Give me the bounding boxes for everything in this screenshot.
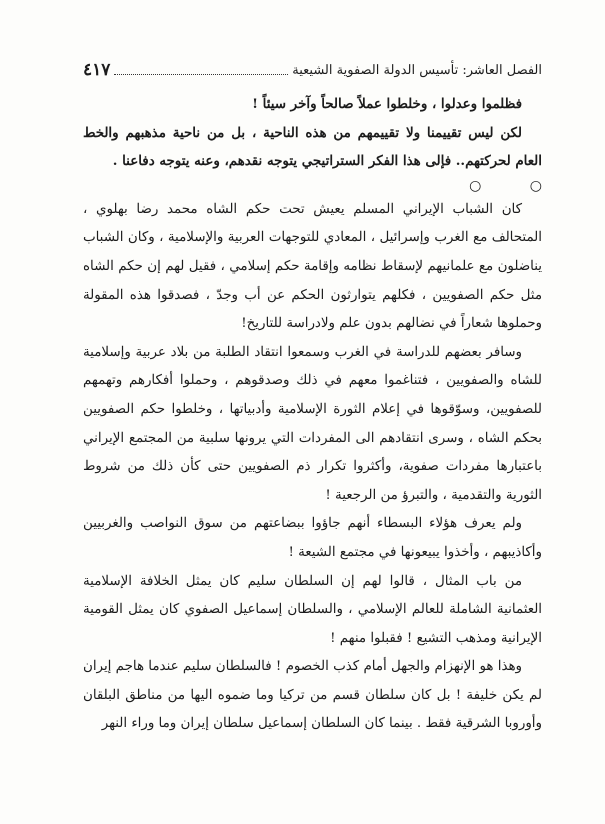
paragraph-line: هذه المقولة وحملوها شعاراً في نضالهم بدون علم ولادراسة للتاريخ! (83, 287, 542, 332)
section-separator: ○ ○ (469, 177, 564, 194)
paragraph-line: ولم يعرف هؤلاء البسطاء أنهم جاؤوا ببضاعتهم من سوق النواصب والغربيين (83, 516, 522, 532)
paragraph-line: للصفويين، وسوّقوها في إعلام الثورة الإسلامية وأدبياتها ، وخلطوا حكم الصفويين (83, 401, 542, 417)
paragraph-line: وسافر بعضهم للدراسة في الغرب وسمعوا انتقاد الطلبة من بلاد عربية وإسلامية (83, 344, 522, 360)
paragraph-line: المتحالف مع الغرب وإسرائيل ، المعادي للتوجهات العربية والإسلامية ، وكان (127, 230, 542, 246)
paragraph-6 (83, 568, 542, 654)
paragraph-4 (83, 339, 542, 511)
paragraph-7 (83, 653, 542, 739)
paragraph-line: بحكم الشاه ، وسرى انتقادهم الى المفردات التي يرونها سلبية من المجتمع الإيراني (83, 430, 542, 446)
paragraph-line: العام لحركتهم.. فإلى هذا الفكر الستراتيجي يتوجه نقدهم، وعنه يتوجه دفاعنا . (112, 153, 542, 170)
paragraph-line: باعتبارها مفردات صفوية، وأكثروا تكرار ذم الصفويين حتى كأن ذلك من شروط (83, 459, 542, 475)
paragraph-line: الثورية والتقدمية ، والتبرؤ من الرجعية ! (325, 487, 542, 503)
running-header (83, 58, 542, 80)
chapter-title: الفصل العاشر: تأسيس الدولة الصفوية الشيعية (292, 63, 542, 78)
header-dot-leader (114, 74, 288, 75)
paragraph-line: للشاه والصفويين ، فتناغموا معهم في ذلك وصدقوهم ، وحملوا أفكارهم وتهمهم (83, 373, 542, 389)
page-number: ٤١٧ (83, 60, 111, 80)
paragraph-line: من باب المثال ، قالوا لهم إن السلطان سليم كان يمثل الخلافة الإسلامية العثمانية (83, 573, 542, 618)
paragraph-line: وأكاذيبهم ، وأخذوا يبيعونها في مجتمع الشيعة ! (288, 544, 542, 560)
paragraph-2 (83, 119, 542, 176)
paragraph-line: كان الشباب الإيراني المسلم يعيش تحت حكم الشاه محمد رضا بهلوي ، (83, 201, 522, 217)
paragraph-line: لم يكن خليفة ! بل كان سلطان قسم من تركيا وما ضموه اليها من مناطق البلقان (83, 687, 542, 703)
paragraph-line: لكن ليس تقييمنا ولا تقييمهم من هذه الناحية ، بل من ناحية مذهبهم والخط (83, 124, 522, 141)
paragraph-line: وهذا هو الإنهزام والجهل أمام كذب الخصوم ! فالسلطان سليم عندما هاجم إيران (83, 659, 522, 675)
paragraph-5 (83, 510, 542, 567)
paragraph-line: الشباب يناضلون مع علمانيهم لإسقاط نظامه وإقامة حكم إسلامي ، فقيل لهم إن (83, 230, 542, 274)
paragraph-line: فظلموا وعدلوا ، وخلطوا عملاً صالحاً وآخر سيئاً ! (252, 96, 522, 112)
paragraph-line: حكم الشاه مثل حكم الصفويين ، فكلهم يتوارثون الحكم عن أب وجدّ ، فصدقوا (83, 258, 542, 303)
paragraph-line: وأوروبا الشرقية فقط . بينما كان السلطان إسماعيل سلطان إيران وما وراء النهر (101, 716, 542, 732)
paragraph-3 (83, 196, 542, 339)
paragraph-line: ومذهب التشيع ! فقبلوا منهم ! (330, 630, 497, 646)
paragraph-1 (83, 90, 542, 119)
page-body (83, 90, 564, 739)
paragraph-line: الشاملة للعالم الإسلامي ، والسلطان إسماعيل الصفوي كان يمثل القومية الإيرانية (83, 602, 542, 646)
